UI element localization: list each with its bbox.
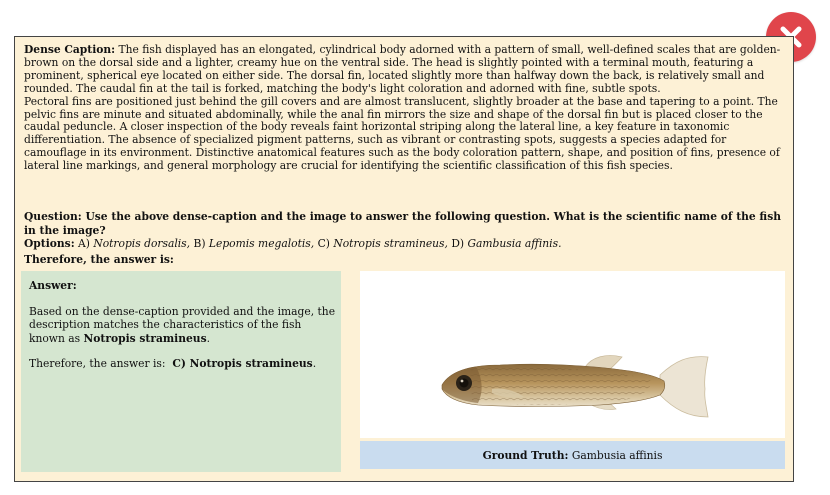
answer-title: Answer: <box>29 279 77 292</box>
fish-tail-fin <box>660 357 708 417</box>
options-label: Options: <box>24 237 75 250</box>
answer-final-choice: C) Notropis stramineus <box>172 357 313 370</box>
option-d-name: Gambusia affinis. <box>467 237 562 250</box>
caption-label: Dense Caption: <box>24 43 116 56</box>
answer-final <box>29 357 316 370</box>
answer-body-species: Notropis stramineus <box>83 331 207 345</box>
answer-body-end: . <box>206 331 211 345</box>
options-line <box>24 237 792 251</box>
answer-body-text: Based on the dense-caption provided and the image, the description matches the characteristics of the fish known as <box>29 305 336 345</box>
option-c-name: Notropis stramineus, <box>333 237 448 250</box>
option-a-letter: A) <box>78 237 90 250</box>
fish-image <box>360 271 785 438</box>
option-b-letter: B) <box>193 237 206 250</box>
therefore-label: Therefore, the answer is: <box>24 253 174 266</box>
ground-truth-label: Ground Truth: <box>482 448 569 462</box>
option-c-letter: C) <box>317 237 330 250</box>
dense-caption <box>24 44 784 173</box>
option-b-name: Lepomis megalotis, <box>208 237 315 250</box>
answer-final-prefix: Therefore, the answer is: <box>29 357 166 370</box>
answer-final-end: . <box>312 357 317 370</box>
option-a-name: Notropis dorsalis, <box>93 237 191 250</box>
caption-paragraph-1: The fish displayed has an elongated, cylindrical body adorned with a pattern of small, well-defined scales that are golden-brown on the dorsal side and a lighter, creamy hue on the ventral side. The head is slightly pointed with a terminal mouth, featuring a prominent, spherical eye located on either side. The dorsal fin, located slightly more than halfway down the back, is relatively small and rounded. The caudal fin at the tail is forked, matching the body's light coloration and adorned with fine, subtle spots. <box>24 43 781 95</box>
fish-image-panel <box>360 271 785 438</box>
ground-truth-bar <box>360 441 785 469</box>
option-d-letter: D) <box>451 237 465 250</box>
result-card <box>14 36 794 482</box>
ground-truth-value: Gambusia affinis <box>571 448 663 462</box>
answer-body <box>29 305 337 345</box>
caption-paragraph-2: Pectoral fins are positioned just behind the gill covers and are almost translucent, slightly broader at the base and tapering to a point. The pelvic fins are minute and situated abdominally, while the anal fin mirrors the size and shape of the dorsal fin but is placed closer to the caudal peduncle. A closer inspection of the body reveals faint horizontal striping along the lateral line, a key feature in taxonomic differentiation. The absence of specialized pigment patterns, such as vibrant or contrasting spots, suggests a species adapted for camouflage in its environment. Distinctive anatomical features such as the body coloration pattern, shape, and position of fins, presence of lateral line markings, and general morphology are crucial for identifying the scientific classification of this fish species. <box>24 94 780 173</box>
answer-panel <box>21 271 341 472</box>
question-block <box>24 210 792 251</box>
question-text: Question: Use the above dense-caption and the image to answer the following question. What is the scientific name of the fish in the image? <box>24 210 781 237</box>
